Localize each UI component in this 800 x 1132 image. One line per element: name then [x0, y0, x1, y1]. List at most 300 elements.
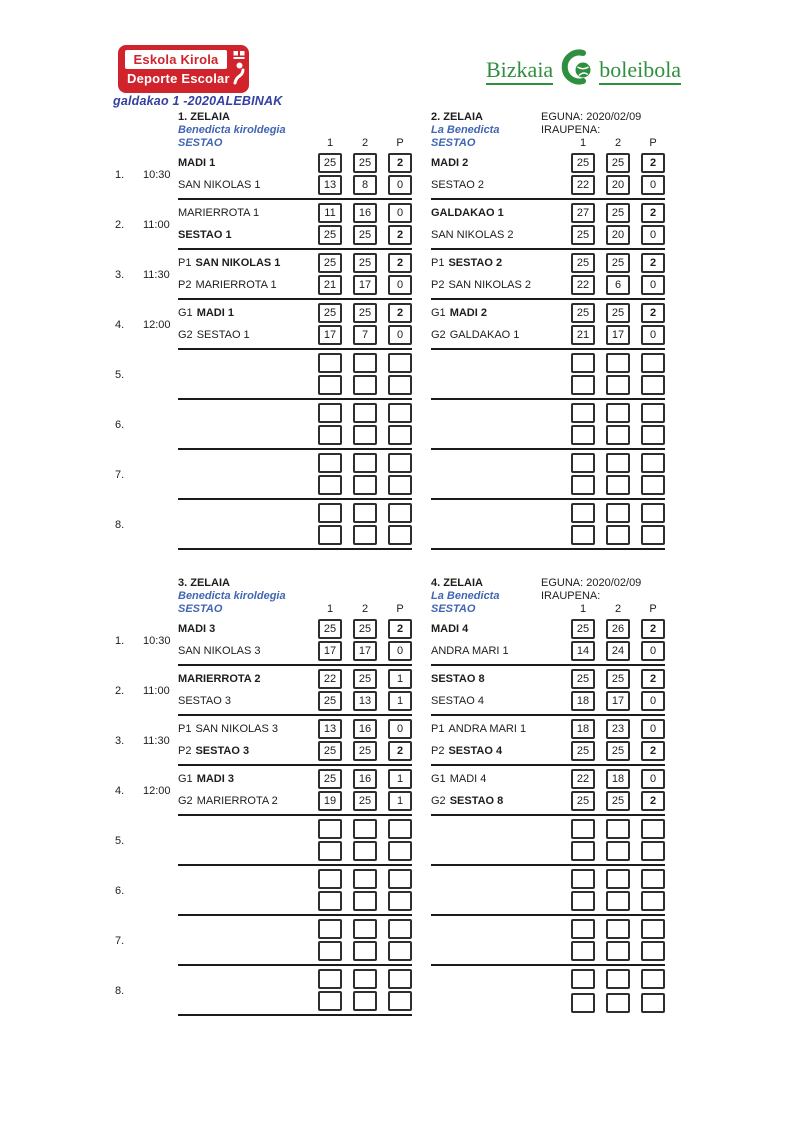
- score-value: 22: [323, 672, 337, 685]
- score-box: [353, 525, 377, 545]
- score-value: 0: [649, 772, 657, 785]
- team-row: [178, 790, 412, 812]
- score-box: [606, 869, 630, 889]
- score-boxes: [571, 641, 665, 661]
- score-boxes: [318, 869, 412, 889]
- match-row: [431, 200, 665, 250]
- score-box: [641, 741, 665, 761]
- row-number: 4.: [115, 319, 125, 331]
- score-value: 0: [649, 645, 657, 658]
- score-box: [571, 641, 595, 661]
- score-value: 18: [576, 722, 590, 735]
- score-value: 2: [649, 622, 657, 635]
- score-box: [571, 969, 595, 989]
- row-number: 5.: [115, 369, 125, 381]
- team-row: [431, 690, 665, 712]
- score-box: [318, 503, 342, 523]
- team-prefix: G1: [431, 772, 446, 785]
- team-row: [431, 740, 665, 762]
- score-box: [318, 375, 342, 395]
- score-box: [571, 769, 595, 789]
- row-label: [113, 816, 178, 866]
- score-boxes: [318, 203, 412, 223]
- team-prefix: G2: [431, 329, 446, 342]
- score-box: [353, 769, 377, 789]
- team-row: [431, 890, 665, 912]
- row-number: 4.: [115, 785, 125, 797]
- score-box: [353, 791, 377, 811]
- score-value: 1: [396, 772, 404, 785]
- score-value: 14: [576, 645, 590, 658]
- score-value: 17: [611, 329, 625, 342]
- team-name-cell: [431, 673, 571, 685]
- score-value: 26: [611, 622, 625, 635]
- team-name: SAN NIKOLAS 2: [448, 279, 532, 292]
- team-name: MARIERROTA 1: [195, 279, 277, 292]
- team-name: SAN NIKOLAS 3: [178, 645, 261, 658]
- sheet-half: [113, 111, 665, 550]
- score-value: 0: [396, 279, 404, 292]
- city-name: SESTAO: [431, 603, 476, 615]
- team-name: MARIERROTA 2: [178, 672, 261, 685]
- score-box: [571, 303, 595, 323]
- score-boxes: [318, 503, 412, 523]
- score-boxes: [318, 153, 412, 173]
- score-boxes: [571, 691, 665, 711]
- score-box: [353, 453, 377, 473]
- column-header: P: [649, 603, 657, 615]
- team-name: SESTAO 2: [448, 256, 503, 269]
- score-value: 22: [576, 772, 590, 785]
- score-value: 25: [358, 306, 372, 319]
- team-name: SAN NIKOLAS 2: [431, 229, 514, 242]
- score-value: 25: [323, 306, 337, 319]
- match-row: [178, 250, 412, 300]
- score-boxes: [571, 403, 665, 423]
- column-header: 2: [361, 603, 369, 615]
- row-label: [113, 866, 178, 916]
- empty-match-row: [178, 916, 412, 966]
- team-row: [431, 992, 665, 1014]
- score-box: [388, 503, 412, 523]
- score-value: 0: [649, 329, 657, 342]
- score-boxes: [318, 841, 412, 861]
- team-row: [431, 790, 665, 812]
- score-box: [606, 769, 630, 789]
- score-box: [641, 503, 665, 523]
- score-value: 0: [396, 179, 404, 192]
- score-box: [318, 719, 342, 739]
- score-box: [641, 719, 665, 739]
- score-box: [606, 475, 630, 495]
- score-value: 0: [396, 722, 404, 735]
- row-label: [113, 200, 178, 250]
- score-boxes: [318, 175, 412, 195]
- score-box: [606, 669, 630, 689]
- team-row: [178, 302, 412, 324]
- score-box: [388, 841, 412, 861]
- team-prefix: G1: [178, 772, 193, 785]
- team-name: MADI 1: [178, 156, 216, 169]
- score-value: 2: [649, 795, 657, 808]
- score-boxes: [571, 475, 665, 495]
- court-gap: [412, 577, 431, 1016]
- date-label: EGUNA:: [541, 111, 584, 123]
- score-box: [641, 403, 665, 423]
- score-box: [571, 525, 595, 545]
- score-boxes: [571, 225, 665, 245]
- team-row: [178, 718, 412, 740]
- score-boxes: [571, 919, 665, 939]
- score-box: [353, 175, 377, 195]
- score-box: [641, 641, 665, 661]
- score-value: 20: [611, 229, 625, 242]
- score-box: [571, 453, 595, 473]
- score-boxes: [318, 891, 412, 911]
- score-box: [388, 275, 412, 295]
- score-boxes: [318, 475, 412, 495]
- score-box: [318, 869, 342, 889]
- team-row: [178, 152, 412, 174]
- team-name: MADI 3: [196, 772, 234, 785]
- team-row: [178, 990, 412, 1012]
- team-row: [178, 640, 412, 662]
- court-section: [178, 111, 412, 550]
- team-name-cell: [431, 723, 571, 735]
- team-name: SAN NIKOLAS 3: [195, 722, 279, 735]
- score-box: [606, 275, 630, 295]
- score-value: 17: [323, 645, 337, 658]
- score-box: [388, 941, 412, 961]
- team-row: [178, 224, 412, 246]
- score-box: [571, 175, 595, 195]
- score-boxes: [571, 353, 665, 373]
- row-label: [113, 150, 178, 200]
- row-number: 5.: [115, 835, 125, 847]
- score-box: [641, 819, 665, 839]
- score-value: 1: [396, 795, 404, 808]
- score-boxes: [318, 919, 412, 939]
- score-value: 25: [576, 229, 590, 242]
- team-row: [431, 452, 665, 474]
- court-name: 4. ZELAIA: [431, 577, 483, 589]
- score-box: [388, 203, 412, 223]
- score-box: [388, 891, 412, 911]
- boleibola-ball-icon: [556, 48, 598, 91]
- score-box: [388, 669, 412, 689]
- team-prefix: G2: [431, 795, 446, 808]
- score-box: [606, 791, 630, 811]
- column-header: P: [396, 603, 404, 615]
- team-row: [431, 940, 665, 962]
- row-number: 8.: [115, 985, 125, 997]
- score-value: 19: [323, 795, 337, 808]
- date-duration-block: [541, 111, 641, 137]
- score-box: [388, 525, 412, 545]
- score-boxes: [571, 819, 665, 839]
- score-box: [318, 919, 342, 939]
- score-boxes: [571, 941, 665, 961]
- row-time: 11:00: [143, 219, 170, 231]
- score-box: [641, 225, 665, 245]
- column-header: 2: [361, 137, 369, 149]
- score-box: [641, 303, 665, 323]
- sheet-half: [113, 577, 665, 1016]
- team-row: [431, 174, 665, 196]
- empty-match-row: [178, 866, 412, 916]
- team-name: GALDAKAO 1: [431, 206, 504, 219]
- match-row: [178, 200, 412, 250]
- score-boxes: [318, 691, 412, 711]
- score-value: 18: [611, 772, 625, 785]
- score-box: [318, 453, 342, 473]
- score-value: 0: [649, 695, 657, 708]
- score-boxes: [571, 303, 665, 323]
- score-value: 1: [396, 695, 404, 708]
- score-box: [641, 453, 665, 473]
- score-box: [318, 275, 342, 295]
- score-box: [388, 919, 412, 939]
- empty-match-row: [431, 500, 665, 550]
- score-value: 25: [576, 672, 590, 685]
- score-box: [318, 175, 342, 195]
- score-boxes: [571, 891, 665, 911]
- score-column-headers: [571, 603, 665, 616]
- row-time: 12:00: [143, 319, 171, 331]
- score-boxes: [571, 525, 665, 545]
- team-name-cell: [431, 645, 571, 657]
- score-boxes: [571, 969, 665, 989]
- score-value: 16: [358, 206, 372, 219]
- team-name-cell: [178, 157, 318, 169]
- score-value: 17: [358, 279, 372, 292]
- score-value: 11: [324, 206, 336, 219]
- score-value: 2: [396, 156, 404, 169]
- column-header: 2: [614, 137, 622, 149]
- score-box: [353, 741, 377, 761]
- team-name: SESTAO 8: [449, 795, 504, 808]
- score-box: [571, 353, 595, 373]
- team-name-cell: [178, 695, 318, 707]
- score-boxes: [571, 453, 665, 473]
- team-name-cell: [431, 695, 571, 707]
- row-number: 6.: [115, 419, 125, 431]
- score-box: [318, 203, 342, 223]
- score-box: [388, 353, 412, 373]
- score-box: [318, 525, 342, 545]
- empty-match-row: [178, 500, 412, 550]
- score-value: 16: [358, 772, 372, 785]
- score-value: 21: [323, 279, 337, 292]
- score-value: 25: [358, 156, 372, 169]
- score-value: 25: [576, 795, 590, 808]
- score-box: [606, 253, 630, 273]
- score-value: 25: [611, 306, 625, 319]
- score-box: [353, 325, 377, 345]
- score-value: 25: [611, 672, 625, 685]
- score-box: [388, 303, 412, 323]
- bizkaia-boleibola-logo: [486, 48, 681, 95]
- date-value: 2020/02/09: [586, 577, 642, 589]
- eskola-figure-icon: [232, 50, 246, 91]
- score-value: 25: [576, 306, 590, 319]
- score-box: [641, 253, 665, 273]
- team-name: MADI 4: [431, 622, 469, 635]
- empty-match-row: [431, 966, 665, 1016]
- score-box: [318, 303, 342, 323]
- score-box: [353, 841, 377, 861]
- duration-label: IRAUPENA:: [541, 590, 601, 602]
- team-row: [431, 302, 665, 324]
- row-number: 6.: [115, 885, 125, 897]
- row-number: 3.: [115, 269, 125, 281]
- court-header: [178, 577, 412, 616]
- score-value: 25: [323, 256, 337, 269]
- court-name: 1. ZELAIA: [178, 111, 230, 123]
- score-value: 2: [396, 256, 404, 269]
- score-box: [353, 225, 377, 245]
- column-header: 1: [579, 137, 587, 149]
- score-boxes: [318, 375, 412, 395]
- row-time: 10:30: [143, 635, 171, 647]
- team-row: [431, 502, 665, 524]
- score-box: [606, 691, 630, 711]
- score-box: [353, 619, 377, 639]
- row-labels-column: [113, 577, 178, 1016]
- city-name: SESTAO: [431, 137, 476, 149]
- score-value: 25: [358, 795, 372, 808]
- team-row: [431, 840, 665, 862]
- score-box: [353, 941, 377, 961]
- empty-match-row: [431, 400, 665, 450]
- empty-match-row: [431, 450, 665, 500]
- score-value: 25: [611, 206, 625, 219]
- match-row: [431, 150, 665, 200]
- score-value: 7: [361, 329, 369, 342]
- score-boxes: [571, 791, 665, 811]
- team-row: [431, 352, 665, 374]
- score-box: [388, 375, 412, 395]
- score-box: [388, 769, 412, 789]
- team-row: [431, 968, 665, 990]
- score-value: 25: [611, 745, 625, 758]
- score-boxes: [318, 819, 412, 839]
- score-boxes: [571, 741, 665, 761]
- score-value: 21: [576, 329, 590, 342]
- score-box: [388, 619, 412, 639]
- team-row: [431, 618, 665, 640]
- score-box: [388, 175, 412, 195]
- score-box: [641, 791, 665, 811]
- score-value: 25: [358, 745, 372, 758]
- score-box: [353, 375, 377, 395]
- score-box: [353, 303, 377, 323]
- team-prefix: G1: [431, 306, 446, 319]
- score-boxes: [318, 253, 412, 273]
- score-box: [318, 253, 342, 273]
- score-box: [641, 669, 665, 689]
- score-value: 25: [611, 156, 625, 169]
- match-row: [178, 300, 412, 350]
- score-box: [641, 325, 665, 345]
- score-box: [571, 403, 595, 423]
- team-prefix: G2: [178, 329, 193, 342]
- duration-label: IRAUPENA:: [541, 124, 601, 136]
- score-box: [641, 841, 665, 861]
- score-value: 2: [649, 672, 657, 685]
- team-name-cell: [431, 207, 571, 219]
- score-boxes: [318, 791, 412, 811]
- score-box: [641, 475, 665, 495]
- score-box: [641, 869, 665, 889]
- score-box: [318, 425, 342, 445]
- match-row: [178, 766, 412, 816]
- score-box: [571, 203, 595, 223]
- score-box: [606, 891, 630, 911]
- score-box: [606, 153, 630, 173]
- score-box: [353, 353, 377, 373]
- score-box: [353, 475, 377, 495]
- score-box: [641, 203, 665, 223]
- team-row: [178, 840, 412, 862]
- court-section: [431, 577, 665, 1016]
- score-boxes: [571, 669, 665, 689]
- team-name-cell: [431, 229, 571, 241]
- score-box: [606, 741, 630, 761]
- score-value: 25: [576, 156, 590, 169]
- team-row: [178, 452, 412, 474]
- score-box: [353, 719, 377, 739]
- row-label: [113, 400, 178, 450]
- score-box: [318, 153, 342, 173]
- score-box: [388, 253, 412, 273]
- score-box: [571, 619, 595, 639]
- score-value: 24: [611, 645, 625, 658]
- score-box: [571, 819, 595, 839]
- team-name-cell: [178, 773, 318, 785]
- score-boxes: [571, 203, 665, 223]
- match-row: [431, 250, 665, 300]
- team-name: MADI 1: [196, 306, 234, 319]
- date-line: [541, 577, 641, 590]
- row-labels-column: [113, 111, 178, 550]
- date-label: EGUNA:: [541, 577, 584, 589]
- score-value: 25: [323, 745, 337, 758]
- team-row: [178, 252, 412, 274]
- court-gap: [412, 111, 431, 550]
- team-name-cell: [178, 307, 318, 319]
- score-boxes: [318, 403, 412, 423]
- score-box: [353, 969, 377, 989]
- score-box: [571, 919, 595, 939]
- score-column-headers: [318, 137, 412, 150]
- row-label: [113, 966, 178, 1016]
- score-box: [318, 941, 342, 961]
- row-label: [113, 450, 178, 500]
- team-name-cell: [178, 279, 318, 291]
- score-value: 1: [396, 672, 404, 685]
- row-label: [113, 250, 178, 300]
- row-label: [113, 666, 178, 716]
- score-box: [641, 941, 665, 961]
- score-box: [388, 425, 412, 445]
- team-row: [178, 502, 412, 524]
- team-row: [178, 890, 412, 912]
- score-box: [318, 669, 342, 689]
- team-name-cell: [178, 673, 318, 685]
- row-label: [113, 716, 178, 766]
- score-value: 2: [649, 306, 657, 319]
